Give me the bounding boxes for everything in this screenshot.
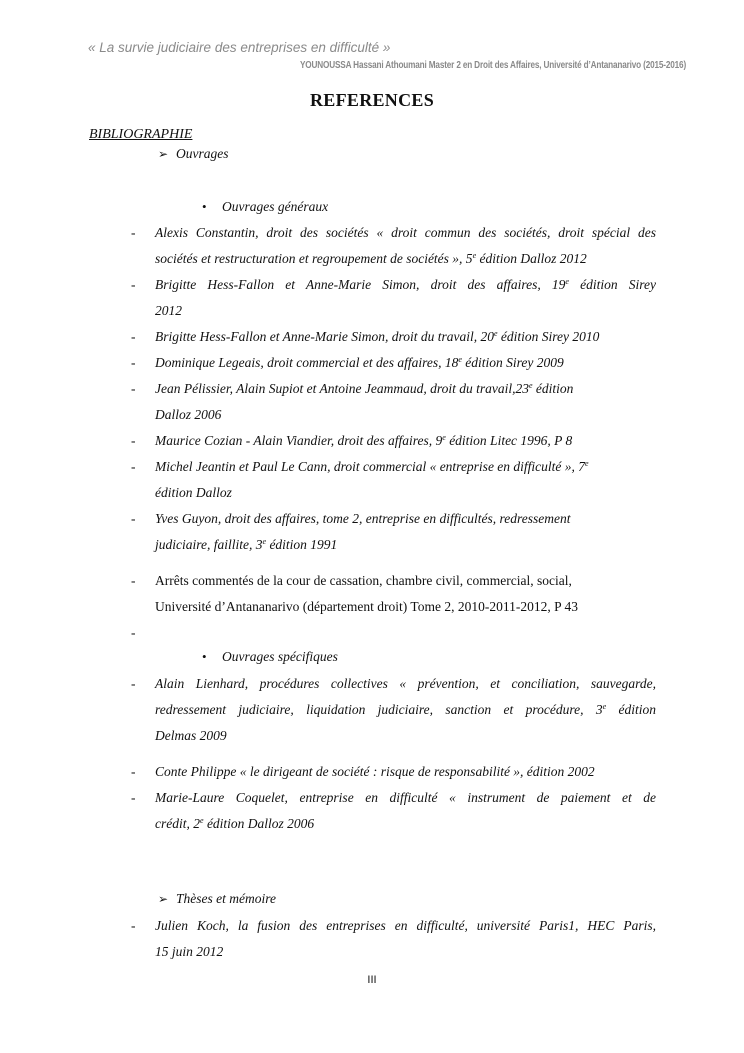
subsection-ouvrages [158,146,229,162]
reference-entry [155,376,656,428]
entry-line: Michel Jeantin et Paul Le Cann, droit commercial « entreprise en difficulté », 7e [155,459,589,474]
entry-line: redressement judiciaire, liquidation judiciaire, sanction et procédure, 3e édition [155,702,656,717]
entry-line: judiciaire, faillite, 3e édition 1991 [155,537,338,552]
entry-line: Delmas 2009 [155,728,227,743]
round-bullet-icon: • [202,199,207,214]
list-dash: - [131,329,136,344]
subsection-label: Ouvrages généraux [222,199,329,214]
entry-line: sociétés et restructuration et regroupement de sociétés », 5e édition Dalloz 2012 [155,251,587,266]
list-dash: - [131,764,136,779]
list-dash: - [131,225,136,240]
subsection-ouvrages-generaux [202,199,328,215]
entry-line: crédit, 2e édition Dalloz 2006 [155,816,315,831]
header-document-title: « La survie judiciaire des entreprises en difficulté » [88,40,391,55]
header-author-line: YOUNOUSSA Hassani Athoumani Master 2 en Droit des Affaires, Université d’Antananarivo (2015-2016) [300,60,687,71]
arrow-bullet-icon: ➢ [158,147,169,161]
list-dash: - [131,573,136,588]
list-dash: - [131,676,136,691]
list-dash: - [131,511,136,526]
reference-entry [155,759,656,785]
subsection-label: Ouvrages spécifiques [222,649,338,664]
reference-entry [155,568,656,620]
subsection-theses [158,891,276,907]
list-dash: - [131,790,136,805]
entry-line: Alain Lienhard, procédures collectives « prévention, et conciliation, sauvegarde, [155,676,656,691]
reference-entry [155,506,656,558]
entry-line: Dominique Legeais, droit commercial et des affaires, 18e édition Sirey 2009 [155,355,564,370]
reference-entry [155,272,656,324]
entry-line: Julien Koch, la fusion des entreprises en difficulté, université Paris1, HEC Paris, [155,918,656,933]
list-dash: - [131,381,136,396]
entry-line: Arrêts commentés de la cour de cassation, chambre civil, commercial, social, [155,573,572,588]
subsection-label: Ouvrages [176,146,229,161]
reference-entry [155,350,656,376]
entry-line: Jean Pélissier, Alain Supiot et Antoine Jeammaud, droit du travail,23e édition [155,381,574,396]
entry-line: 2012 [155,303,182,318]
list-dash: - [131,355,136,370]
reference-entry [155,785,656,837]
subsection-label: Thèses et mémoire [176,891,276,906]
arrow-bullet-icon: ➢ [158,892,169,906]
entry-line: Brigitte Hess-Fallon et Anne-Marie Simon, droit du travail, 20e édition Sirey 2010 [155,329,600,344]
list-dash: - [131,625,136,640]
entry-line: Université d’Antananarivo (département droit) Tome 2, 2010-2011-2012, P 43 [155,599,578,614]
list-dash: - [131,277,136,292]
list-dash: - [131,918,136,933]
round-bullet-icon: • [202,649,207,664]
entry-line: Alexis Constantin, droit des sociétés « droit commun des sociétés, droit spécial des [155,225,656,240]
reference-entry [155,454,656,506]
entry-line: édition Dalloz [155,485,232,500]
entry-line: Marie-Laure Coquelet, entreprise en difficulté « instrument de paiement et de [155,790,656,805]
page-number: III [367,974,377,986]
reference-entry [155,913,656,965]
entry-line: 15 juin 2012 [155,944,224,959]
reference-entry [155,671,656,749]
subsection-ouvrages-specifiques [202,649,338,665]
list-dash: - [131,459,136,474]
entry-line: Maurice Cozian - Alain Viandier, droit des affaires, 9e édition Litec 1996, P 8 [155,433,573,448]
entry-line: Brigitte Hess-Fallon et Anne-Marie Simon, droit des affaires, 19e édition Sirey [155,277,656,292]
list-dash: - [131,433,136,448]
reference-entry [155,220,656,272]
entry-line: Yves Guyon, droit des affaires, tome 2, entreprise en difficultés, redressement [155,511,571,526]
page-title: REFERENCES [309,90,435,110]
reference-entry [155,324,656,350]
section-heading-bibliographie: BIBLIOGRAPHIE [89,127,193,142]
entry-line: Dalloz 2006 [155,407,222,422]
reference-entry [155,428,656,454]
entry-line: Conte Philippe « le dirigeant de société : risque de responsabilité », édition 2002 [155,764,595,779]
